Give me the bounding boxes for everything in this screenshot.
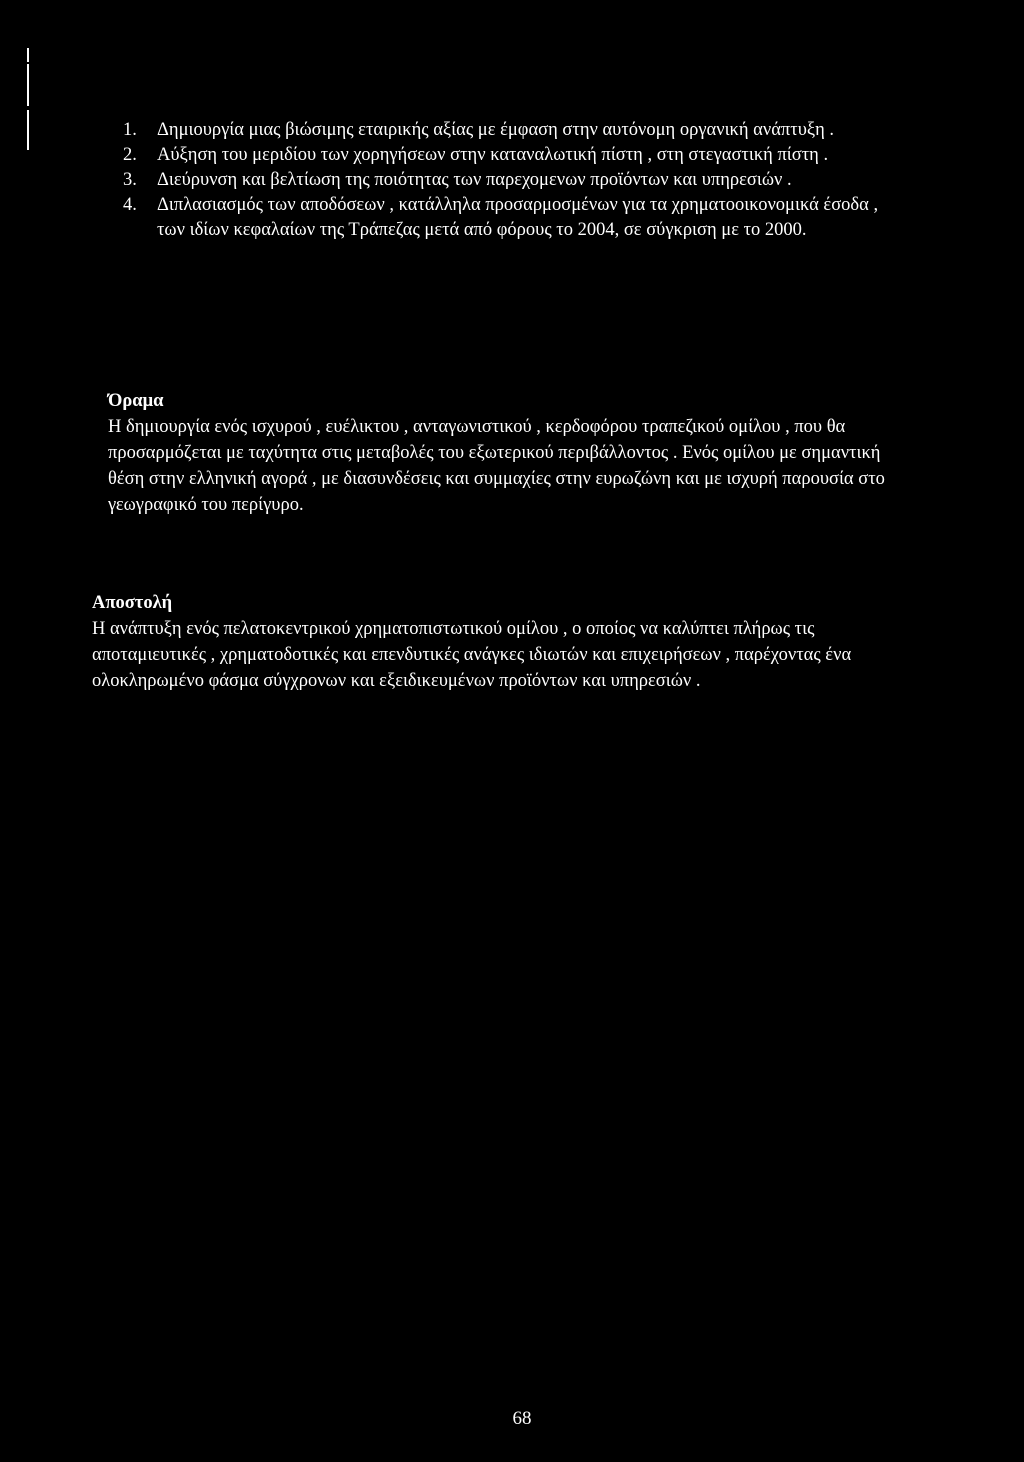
scan-artifact-line [27,48,29,62]
list-item-number: 2. [123,145,137,165]
list-item [108,143,888,168]
mission-section [92,590,892,694]
scan-artifact-line [27,64,29,106]
list-item-text: Διπλασιασμός των αποδόσεων , κατάλληλα προσαρμοσμένων για τα χρηματοοικονομικά έσοδα , των ιδίων κεφαλαίων της Τράπεζας μετά από φόρους το 2004, σε σύγκριση με το 2000. [157,195,879,240]
list-item-number: 3. [123,170,137,190]
scan-artifact-line [27,110,29,150]
goals-list [108,118,888,243]
list-item [108,193,888,243]
vision-section [108,388,898,518]
mission-heading: Αποστολή [92,593,173,613]
list-item-number: 1. [123,120,137,140]
page-number: 68 [512,1408,532,1429]
list-item-text: Δημιουργία μιας βιώσιμης εταιρικής αξίας με έμφαση στην αυτόνομη οργανική ανάπτυξη . [157,120,835,140]
mission-text: Η ανάπτυξη ενός πελατοκεντρικού χρηματοπιστωτικού ομίλου , ο οποίος να καλύπτει πλήρως τις αποταμιευτικές , χρηματοδοτικές και επενδυτικές ανάγκες ιδιωτών και επιχειρήσεων , παρέχοντας ένα ολοκληρωμένο φάσμα σύγχρονων και εξειδικευμένων προϊόντων και υπηρεσιών . [92,619,852,691]
list-item-text: Αύξηση του μεριδίου των χορηγήσεων στην καταναλωτική πίστη , στη στεγαστική πίστη . [157,145,829,165]
list-item [108,168,888,193]
list-item [108,118,888,143]
vision-text: Η δημιουργία ενός ισχυρού , ευέλικτου , ανταγωνιστικού , κερδοφόρου τραπεζικού ομίλου , που θα προσαρμόζεται με ταχύτητα στις μεταβολές του εξωτερικού περιβάλλοντος . Ενός ομίλου με σημαντική θέση στην ελληνική αγορά , με διασυνδέσεις και συμμαχίες στην ευρωζώνη και με ισχυρή παρουσία στο γεωγραφικό του περίγυρο. [108,417,885,515]
list-item-number: 4. [123,195,137,215]
list-item-text: Διεύρυνση και βελτίωση της ποιότητας των παρεχομενων προϊόντων και υπηρεσιών . [157,170,792,190]
vision-heading: Όραμα [108,391,164,411]
